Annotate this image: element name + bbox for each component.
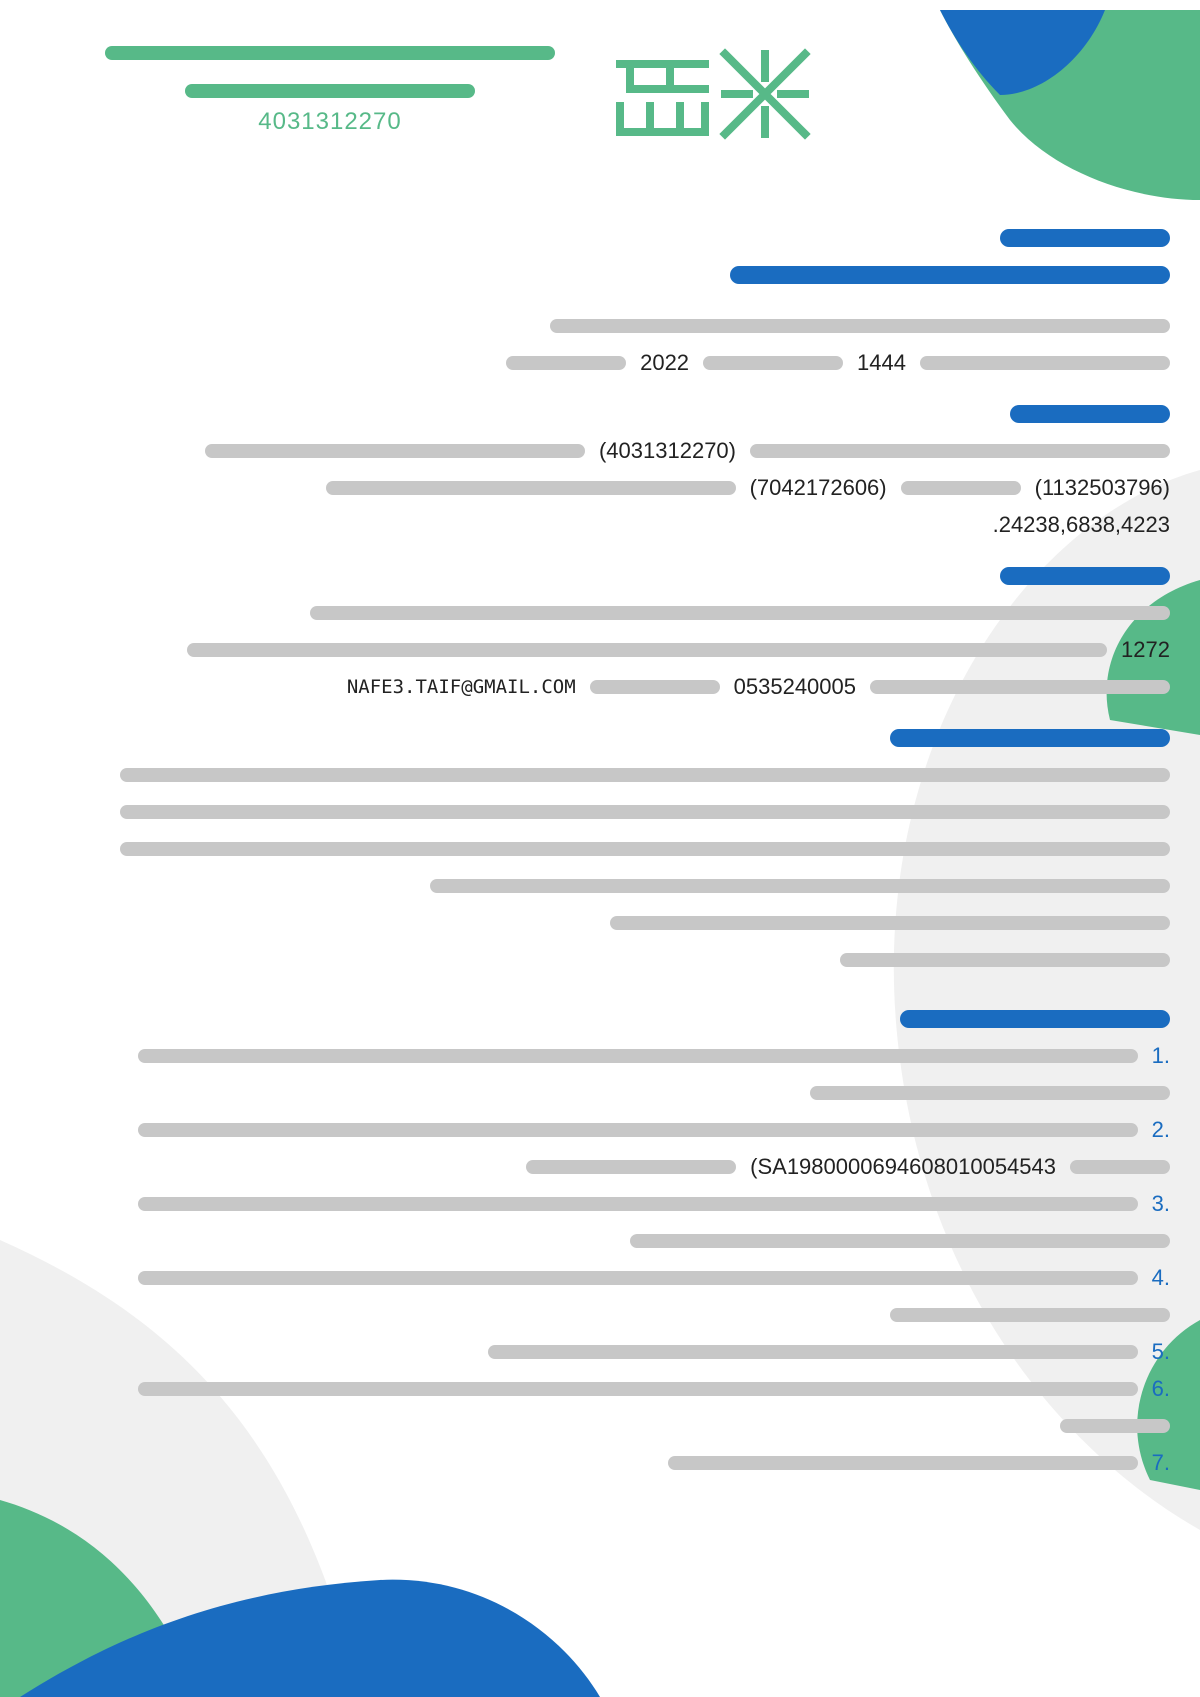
contract-body [30,228,1170,1657]
date-line [30,350,1170,375]
obligation-7 [30,1450,1170,1475]
second-party-heading-text [1000,567,1170,585]
contract-subtitle [30,265,1170,285]
second-party-email: NAFE3.TAIF@GMAIL.COM [346,676,576,698]
second-party-phone: 0535240005 [733,674,856,699]
first-party-line-2 [30,475,1170,500]
article-two-line [30,950,1170,970]
obligations-heading [30,1009,1170,1029]
obligation-1 [30,1043,1170,1068]
second-party-line-2 [30,637,1170,662]
second-party-line-3 [30,674,1170,699]
obligation-4 [30,1265,1170,1290]
obligation-1-cont [30,1083,1170,1103]
contract-title-text [1000,229,1170,247]
first-party-line-1 [30,438,1170,463]
opening-line [30,316,1170,336]
second-party-reg-number: 1272 [1121,637,1170,662]
obligation-4-cont [30,1305,1170,1325]
article-one-line-3 [30,839,1170,859]
second-party-line-1 [30,603,1170,623]
first-party-codes: .24238,6838,4223 [992,512,1170,537]
contract-subtitle-text [730,266,1170,284]
year-hijri: 1444 [857,350,906,375]
organization-block [80,42,580,162]
obligation-2 [30,1117,1170,1142]
second-party-heading [30,566,1170,586]
obligations-heading-text [900,1010,1170,1028]
obligation-2-number: 2. [1151,1117,1170,1142]
obligation-2-cont [30,1154,1170,1179]
article-one-line-2 [30,802,1170,822]
article-one-heading [30,728,1170,748]
organization-tagline [185,84,475,98]
letterhead [60,36,820,176]
obligation-7-number: 7. [1151,1450,1170,1475]
first-party-cr-number: (4031312270) [598,438,736,463]
obligation-3-number: 3. [1151,1191,1170,1216]
obligation-6-number: 6. [1151,1376,1170,1401]
article-one-heading-text [890,729,1170,747]
obligation-1-number: 1. [1151,1043,1170,1068]
year-gregorian: 2022 [640,350,690,375]
contract-title [30,228,1170,248]
first-party-national-id: (1132503796) [1034,475,1170,500]
obligation-5-number: 5. [1151,1339,1170,1364]
obligation-2-iban: (SA1980000694608010054543 [750,1154,1056,1179]
first-party-heading-text [1010,405,1170,423]
organization-name [105,46,555,60]
first-party-tax-number: (7042172606) [749,475,887,500]
first-party-heading [30,404,1170,424]
obligation-3-cont [30,1231,1170,1251]
first-party-line-3 [30,512,1170,537]
obligation-4-number: 4. [1151,1265,1170,1290]
article-one-line-4 [30,876,1170,896]
obligation-3 [30,1191,1170,1216]
obligation-5 [30,1339,1170,1364]
obligation-6 [30,1376,1170,1401]
article-one-line-1 [30,765,1170,785]
obligation-6-cont [30,1416,1170,1436]
opening-text [550,319,1170,333]
wadi-alkhalil-logo-icon [610,44,820,144]
organization-phone: 4031312270 [258,108,402,135]
article-one-line-5 [30,913,1170,933]
